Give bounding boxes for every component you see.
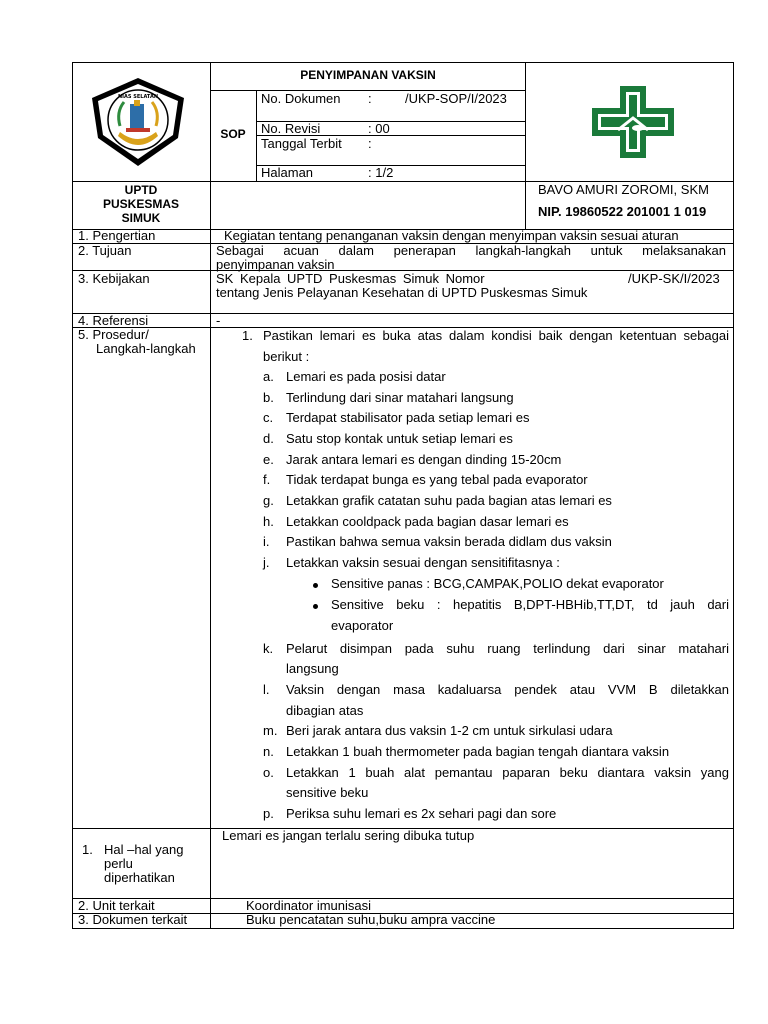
step-l-letter: l.	[263, 682, 270, 697]
step-m-letter: m.	[263, 723, 278, 738]
tujuan-line-1: Sebagai acuan dalam penerapan langkah-langkah untuk melaksanakan	[216, 243, 726, 258]
step-k-line-2: langsung	[286, 661, 339, 676]
halaman-label: Halaman	[261, 165, 314, 180]
hal-number: 1.	[82, 842, 93, 857]
org-line-1: UPTD	[124, 183, 158, 197]
step-letter: g.	[263, 493, 274, 508]
unit-label: 2. Unit terkait	[78, 898, 155, 913]
org-line-2: PUSKESMAS	[102, 197, 179, 211]
step-o-letter: o.	[263, 765, 274, 780]
no-dokumen-value: /UKP-SOP/I/2023	[405, 91, 507, 106]
step-l-line-2: dibagian atas	[286, 703, 364, 718]
step-letter: d.	[263, 431, 274, 446]
step-letter: e.	[263, 452, 274, 467]
tanggal-terbit-label: Tanggal Terbit	[261, 136, 342, 151]
step-text: Letakkan cooldpack pada bagian dasar lemari es	[286, 514, 569, 529]
svg-text:NIAS SELATAN: NIAS SELATAN	[117, 94, 159, 100]
sop-label: SOP	[220, 127, 246, 141]
tujuan-label: 2. Tujuan	[78, 243, 132, 258]
step-letter: f.	[263, 472, 271, 487]
step-1-number: 1.	[242, 328, 253, 343]
signer-nip: NIP. 19860522 201001 1 019	[538, 204, 707, 219]
org-line-3: SIMUK	[121, 211, 161, 225]
step-text: Satu stop kontak untuk setiap lemari es	[286, 431, 513, 446]
regency-seal-icon	[90, 76, 186, 168]
referensi-label: 4. Referensi	[78, 313, 149, 328]
hal-label-2: perlu	[104, 856, 133, 871]
document-title: PENYIMPANAN VAKSIN	[300, 68, 436, 82]
step-letter: b.	[263, 390, 274, 405]
prosedur-label-1: 5. Prosedur/	[78, 327, 149, 342]
step-1-line-2: berikut :	[263, 349, 310, 364]
step-text: Tidak terdapat bunga es yang tebal pada evaporator	[286, 472, 588, 487]
step-letter: c.	[263, 410, 274, 425]
kebijakan-line-1b: /UKP-SK/I/2023	[628, 271, 720, 286]
step-n-letter: n.	[263, 744, 274, 759]
bullet-2-line-2: evaporator	[331, 618, 394, 633]
pengertian-label: 1. Pengertian	[78, 228, 156, 243]
kebijakan-label: 3. Kebijakan	[78, 271, 150, 286]
no-dokumen-label: No. Dokumen	[261, 91, 341, 106]
step-l-line-1: Vaksin dengan masa kadaluarsa pendek atau VVM B diletakkan	[286, 682, 729, 697]
no-revisi-label: No. Revisi	[261, 121, 321, 136]
kebijakan-line-2: tentang Jenis Pelayanan Kesehatan di UPTD Puskesmas Simuk	[216, 285, 588, 300]
hal-label-3: diperhatikan	[104, 870, 175, 885]
referensi-text: -	[216, 313, 221, 328]
step-text: Letakkan grafik catatan suhu pada bagian atas lemari es	[286, 493, 612, 508]
pengertian-text: Kegiatan tentang penanganan vaksin dengan menyimpan vaksin sesuai aturan	[224, 228, 679, 243]
hal-label-1: Hal –hal yang	[104, 842, 184, 857]
unit-text: Koordinator imunisasi	[246, 898, 372, 913]
step-text: Letakkan vaksin sesuai dengan sensitifitasnya :	[286, 555, 560, 570]
step-text: Terdapat stabilisator pada setiap lemari es	[286, 410, 530, 425]
step-letter: i.	[263, 534, 270, 549]
step-text: Lemari es pada posisi datar	[286, 369, 446, 384]
step-o-line-1: Letakkan 1 buah alat pemantau paparan beku diantara vaksin yang	[286, 765, 729, 780]
bullet-icon	[313, 604, 318, 609]
step-letter: a.	[263, 369, 274, 384]
tanggal-terbit-value: :	[368, 136, 372, 151]
step-m-text: Beri jarak antara dus vaksin 1-2 cm untuk sirkulasi udara	[286, 723, 613, 738]
step-letter: j.	[263, 555, 270, 570]
step-letter: h.	[263, 514, 274, 529]
no-revisi-value: : 00	[368, 121, 390, 136]
step-text: Jarak antara lemari es dengan dinding 15-20cm	[286, 452, 562, 467]
step-n-text: Letakkan 1 buah thermometer pada bagian tengah diantara vaksin	[286, 744, 670, 759]
bullet-1-text: Sensitive panas : BCG,CAMPAK,POLIO dekat evaporator	[331, 576, 664, 591]
step-1-line-1: Pastikan lemari es buka atas dalam kondisi baik dengan ketentuan sebagai	[263, 328, 729, 343]
bullet-2-line-1: Sensitive beku : hepatitis B,DPT-HBHib,TT,DT, td jauh dari	[331, 597, 729, 612]
step-text: Pastikan bahwa semua vaksin berada didlam dus vaksin	[286, 534, 612, 549]
kebijakan-line-1a: SK Kepala UPTD Puskesmas Simuk Nomor	[216, 271, 485, 286]
prosedur-label-2: Langkah-langkah	[96, 341, 196, 356]
tujuan-line-2: penyimpanan vaksin	[216, 257, 335, 272]
signer-name: BAVO AMURI ZOROMI, SKM	[538, 182, 709, 197]
puskesmas-cross-icon	[590, 84, 676, 160]
step-p-letter: p.	[263, 806, 274, 821]
hal-text: Lemari es jangan terlalu sering dibuka tutup	[222, 828, 475, 843]
step-o-line-2: sensitive beku	[286, 785, 369, 800]
bullet-icon	[313, 583, 318, 588]
step-p-text: Periksa suhu lemari es 2x sehari pagi dan sore	[286, 806, 557, 821]
dokumen-text: Buku pencatatan suhu,buku ampra vaccine	[246, 912, 496, 927]
halaman-value: : 1/2	[368, 165, 394, 180]
no-dokumen-separator: :	[368, 91, 372, 106]
dokumen-label: 3. Dokumen terkait	[78, 912, 188, 927]
step-k-letter: k.	[263, 641, 274, 656]
step-text: Terlindung dari sinar matahari langsung	[286, 390, 514, 405]
step-k-line-1: Pelarut disimpan pada suhu ruang terlindung dari sinar matahari	[286, 641, 729, 656]
